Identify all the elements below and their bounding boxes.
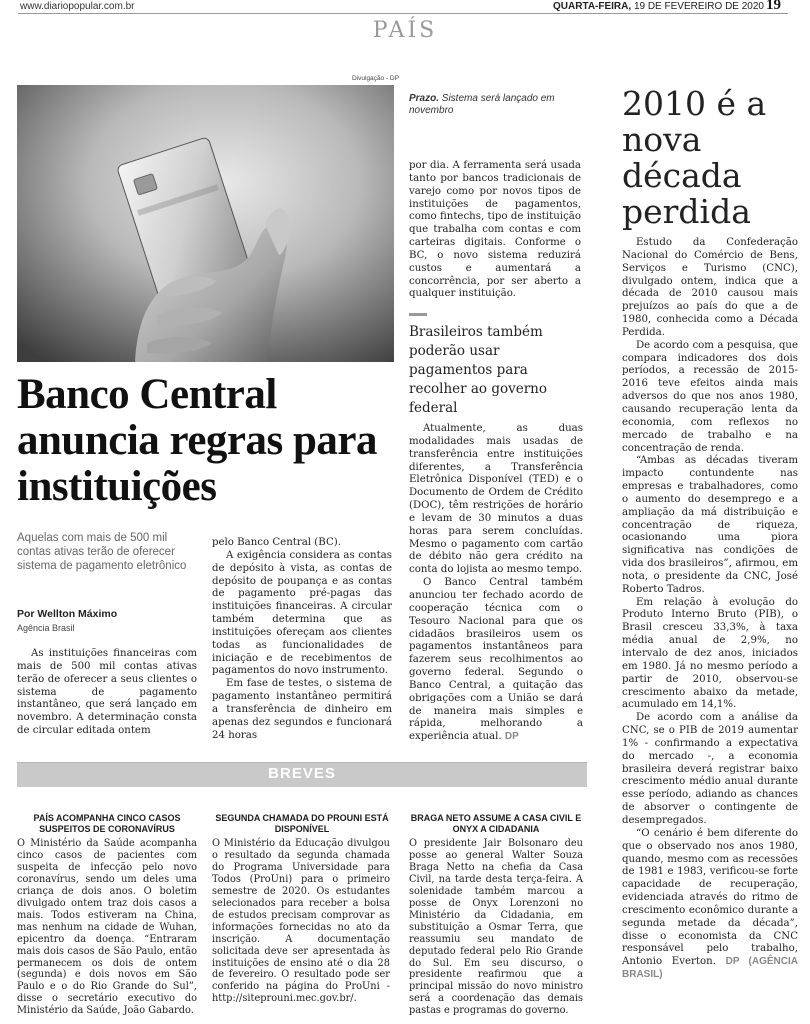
breve-headline: SEGUNDA CHAMADA DO PROUNI ESTÁ DISPONÍVEL [215,813,389,834]
article-paragraph: por dia. A ferramenta será usada tanto por bancos tradicionais de varejo como por novos tipos de instituições de pagamentos, como fintechs, tipo de instituição que trabalha com contas e com carteiras digitais. Conforme o BC, o novo sistema reduzirá custos e aumentará a concorrência, por ser aberto a qualquer instituição. [409,160,581,300]
breve-body [409,838,583,1017]
breve-paragraph: O presidente Jair Bolsonaro deu posse ao general Walter Souza Braga Netto na chefia da Casa Civil, na tarde desta terça-feira. A solenidade também marcou a posse de Onyx Lorenzoni no Ministério da Cidadania, em substituição a Osmar Terra, que reassumiu seu mandato de deputado federal pelo Rio Grande do Sul. Em seu discurso, o presidente reafirmou que a principal missão do novo ministro será a coordenação das demais pastas e programas do governo. [409,838,583,1017]
side-paragraph: De acordo com a análise da CNC, se o PIB de 2019 aumentar 1% - confirmando a expectativa do mercado -, a economia brasileira deverá registrar baixo crescimento médio anual durante esse período, adiando as chances de absorver o contingente de desempregados. [622,712,798,826]
caption-text: Sistema será lançado em novembro [409,93,555,116]
page-number: 19 [766,0,781,13]
article-column-1 [17,648,197,738]
article-byline: Por Wellton Máximo [17,608,118,620]
article-signoff: DP [504,731,519,743]
breve-headline: PAÍS ACOMPANHA CINCO CASOS SUSPEITOS DE CORONAVÍRUS [33,813,181,834]
side-article-body [622,237,798,982]
photo-caption [409,93,559,117]
site-url[interactable]: www.diariopopular.com.br [20,1,135,12]
side-paragraph: Em relação à evolução do Produto Interno Bruto (PIB), o Brasil cresceu 33,3%, à taxa média anual de 2,9%, no intervalo de dez anos, iniciados em 1980. Já no mesmo período a partir de 2010, observou-se crescimento abaixo da metade, acumulado em 14,1%. [622,596,798,711]
article-headline: Banco Central anuncia regras para instituições [17,371,377,510]
article-column-2 [212,537,392,743]
side-paragraph-text: “O cenário é bem diferente do que o observado nos anos 1980, quando, mesmo com as recessões de 1981 e 1983, verificou-se forte capacidade de recuperação, evidenciada através do ritmo de crescimento econômico durante a segunda metade da década”, disse o economista da CNC responsável pelo trabalho, Antonio Everton. [622,827,798,968]
caption-lead: Prazo. [409,93,440,104]
section-title: PAÍS [372,18,438,43]
article-paragraph [409,577,583,744]
header-date-text: 19 DE FEVEREIRO DE 2020 [633,1,764,12]
breve-body [212,838,390,1005]
side-paragraph: De acordo com a pesquisa, que compara indicadores dos dois períodos, a recessão de 2015-2016 teve efeitos ainda mais adversos do que nos anos 1980, causando recuperação lenta da economia, com reflexos no mercado de trabalho e na concentração de renda. [622,339,798,454]
side-paragraph: “Ambas as décadas tiveram impacto contundente nas empresas e trabalhadores, como o aumento do desemprego e a ampliação da má distribuição e concentração de riqueza, ocasionando uma piora significativa nas condições de vida dos brasileiros”, afirmou, em nota, o presidente da CNC, José Roberto Tadros. [622,455,798,595]
article-paragraph: Em fase de testes, o sistema de pagamento instantâneo permitirá a transferência de dinheiro em apenas dez segundos e funcionará 24 horas [212,678,392,741]
article-subhead: Brasileiros também poderão usar pagamentos para recolher ao governo federal [409,324,548,416]
article-paragraph: A exigência considera as contas de depósito à vista, as contas de depósito de poupança e as contas de pagamento pré-pagas das instituições financeiras. A circular também determina que as instituições ofereçam aos clientes todas as funcionalidades de iniciação e de recebimentos de pagamentos do novo instrumento. [212,549,392,677]
article-column-3-bottom [409,423,583,744]
breve-paragraph: O Ministério da Saúde acompanha cinco casos de pacientes com suspeita de infecção pelo novo coronavírus, sendo um deles uma criança de dois anos. O boletim divulgado ontem traz dois casos a mais. Todos estiveram na China, mas nenhum na cidade de Wuhan, epicentro da doença. “Entraram mais dois casos de São Paulo, então permanecem os dois de ontem (segunda) e dois novos em São Paulo e o do Rio Grande do Sul”, disse o secretário executivo do Ministério da Saúde, João Gabardo. [17,838,197,1017]
side-paragraph: Estudo da Confederação Nacional do Comércio de Bens, Serviços e Turismo (CNC), divulgado ontem, indica que a década de 2010 causou mais prejuízos ao país do que a de 1980, conhecida como a Década Perdida. [622,237,798,338]
header-weekday: QUARTA-FEIRA, [553,1,632,12]
article-byline-org: Agência Brasil [17,623,75,633]
breve-body [17,838,197,1017]
subhead-divider [409,313,427,316]
header-date [553,1,764,12]
hand-holding-credit-card-photo [17,85,394,362]
article-paragraph: pelo Banco Central (BC). [212,537,341,548]
side-article-title: 2010 é a nova década perdida [622,84,767,231]
article-paragraph: As instituições financeiras com mais de 500 mil contas ativas terão de oferecer a seus clientes o sistema de pagamento instantâneo, que será lançado em novembro. A determinação consta de circular editada ontem [17,648,197,737]
article-standfirst: Aquelas com mais de 500 mil contas ativas terão de oferecer sistema de pagamento eletrônico [17,532,187,572]
header-rule [18,13,788,14]
breve-paragraph: O Ministério da Educação divulgou o resultado da segunda chamada do Programa Universidade para Todos (ProUni) para o primeiro semestre de 2020. Os estudantes selecionados para receber a bolsa de estudos precisam comprovar as informações fornecidas no ato da inscrição. A documentação solicitada deve ser apresentada às instituições de ensino até o dia 28 de fevereiro. O resultado pode ser conferido na página do ProUni - http://siteprouni.mec.gov.br/. [212,838,390,1005]
breves-title: BREVES [268,765,336,782]
article-paragraph: Atualmente, as duas modalidades mais usadas de transferência entre instituições diferentes, a Transferência Eletrônica Disponível (TED) e o Documento de Ordem de Crédito (DOC), têm restrições de horário e levam de 30 minutos a duas horas para serem concluídas. Mesmo o pagamento com cartão de débito não gera crédito na conta do lojista ao mesmo tempo. [409,423,583,576]
article-paragraph-text: O Banco Central também anunciou ter fechado acordo de cooperação técnica com o Tesouro Nacional para que os cidadãos brasileiros usem os pagamentos instantâneos para fazerem seus recolhimentos ao governo federal. Segundo o Banco Central, a quitação das obrigações com a União se dará de maneira mais simples e rápida, melhorando a experiência atual. [409,577,583,743]
side-paragraph [622,828,798,982]
side-signoff: DP (AGÊNCIA BRASIL) [622,956,798,981]
breve-headline: BRAGA NETO ASSUME A CASA CIVIL E ONYX A CIDADANIA [410,813,582,834]
article-column-3-top [409,160,581,301]
photo-credit: Divulgação - DP [352,75,399,82]
